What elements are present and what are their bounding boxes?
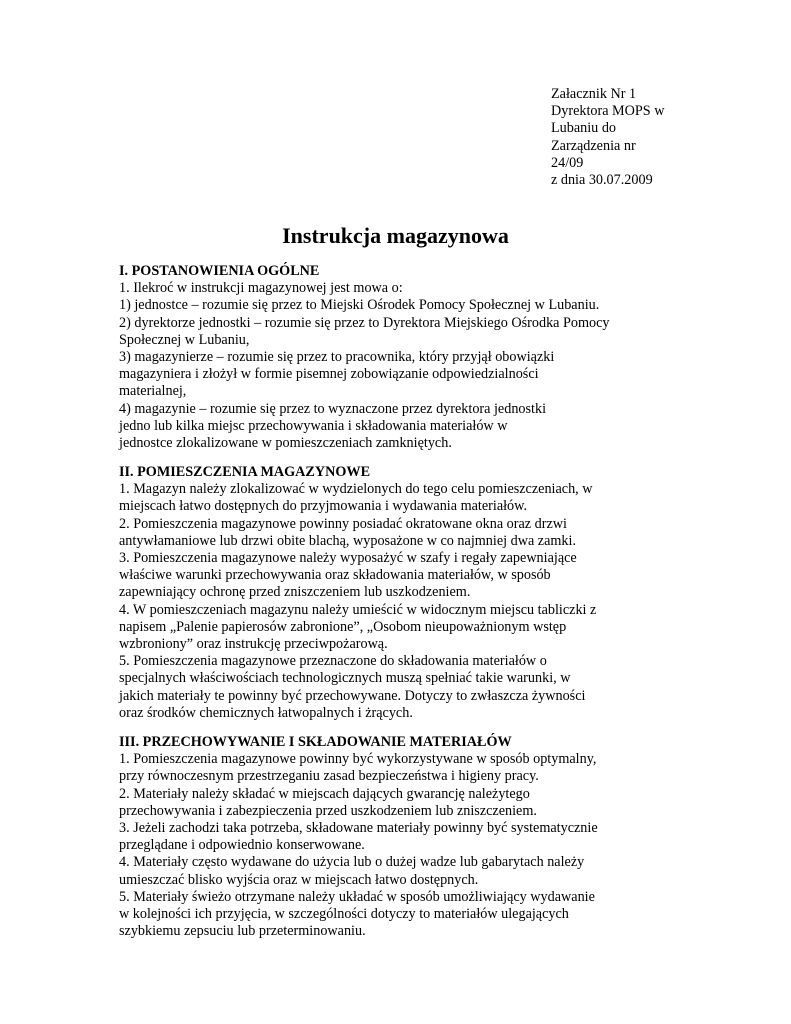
section-text-line: 4. W pomieszczeniach magazynu należy umieścić w widocznym miejscu tabliczki z — [119, 601, 597, 618]
section-text-line: 4) magazynie – rozumie się przez to wyznaczone przez dyrektora jednostki — [119, 400, 547, 417]
section-heading: II. POMIESZCZENIA MAGAZYNOWE — [119, 464, 371, 480]
section-text-line: właściwe warunki przechowywania oraz składowania materiałów, w sposób — [119, 567, 551, 584]
section-text-line: przy równoczesnym przestrzeganiu zasad bezpieczeństwa i higieny pracy. — [119, 768, 539, 785]
section-storage-and-warehousing — [119, 734, 679, 940]
section-text-line: jakich materiały te powinny być przechowywane. Dotyczy to zwłaszcza żywności — [119, 687, 586, 704]
section-text-line: 2) dyrektorze jednostki – rozumie się przez to Dyrektora Miejskiego Ośrodka Pomocy — [119, 314, 610, 331]
annex-line: z dnia 30.07.2009 — [551, 172, 653, 189]
section-text-line: w kolejności ich przyjęcia, w szczególności dotyczy to materiałów ulegających — [119, 906, 569, 923]
annex-line: Załacznik Nr 1 — [551, 86, 637, 102]
annex-line: Dyrektora MOPS w — [551, 103, 665, 120]
section-text-line: 5. Materiały świeżo otrzymane należy układać w sposób umożliwiający wydawanie — [119, 888, 595, 905]
annex-line: Zarządzenia nr — [551, 137, 636, 154]
section-text-line: Społecznej w Lubaniu, — [119, 331, 250, 348]
section-text-line: jedno lub kilka miejsc przechowywania i składowania materiałów w — [119, 417, 508, 434]
section-heading: III. PRZECHOWYWANIE I SKŁADOWANIE MATERIAŁÓW — [119, 734, 512, 750]
annex-line: Lubaniu do — [551, 120, 617, 137]
section-text-line: napisem „Palenie papierosów zabronione”, „Osobom nieupoważnionym wstęp — [119, 618, 567, 635]
section-text-line: przeglądane i odpowiednio konserwowane. — [119, 837, 365, 854]
section-text-line: umieszczać blisko wyjścia oraz w miejscach łatwo dostępnych. — [119, 871, 479, 888]
section-text-line: antywłamaniowe lub drzwi obite blachą, wyposażone w co najmniej dwa zamki. — [119, 532, 577, 549]
section-text-line: 3) magazynierze – rozumie się przez to pracownika, który przyjął obowiązki — [119, 349, 555, 366]
section-text-line: zapewniający ochronę przed zniszczeniem lub uszkodzeniem. — [119, 584, 471, 601]
section-text-line: wzbroniony” oraz instrukcję przeciwpożarową. — [119, 636, 388, 653]
section-text-line: 1. Ilekroć w instrukcji magazynowej jest mowa o: — [119, 280, 403, 297]
section-text-line: 2. Pomieszczenia magazynowe powinny posiadać okratowane okna oraz drzwi — [119, 515, 567, 532]
document-title: Instrukcja magazynowa — [282, 223, 509, 248]
annex-note — [551, 86, 691, 189]
section-text-line: oraz środków chemicznych łatwopalnych i żrących. — [119, 704, 413, 721]
section-heading: I. POSTANOWIENIA OGÓLNE — [119, 263, 320, 279]
section-text-line: miejscach łatwo dostępnych do przyjmowania i wydawania materiałów. — [119, 498, 528, 515]
section-text-line: 1) jednostce – rozumie się przez to Miejski Ośrodek Pomocy Społecznej w Lubaniu. — [119, 297, 600, 314]
section-text-line: specjalnych właściwościach technologicznych muszą spełniać takie warunki, w — [119, 670, 571, 687]
section-text-line: magazyniera i złożył w formie pisemnej zobowiązanie odpowiedzialności — [119, 366, 539, 383]
annex-line: 24/09 — [551, 154, 584, 171]
section-text-line: 1. Pomieszczenia magazynowe powinny być wykorzystywane w sposób optymalny, — [119, 751, 597, 768]
section-text-line: 1. Magazyn należy zlokalizować w wydzielonych do tego celu pomieszczeniach, w — [119, 481, 593, 498]
section-text-line: 3. Jeżeli zachodzi taka potrzeba, składowane materiały powinny być systematycznie — [119, 820, 598, 837]
section-text-line: przechowywania i zabezpieczenia przed uszkodzeniem lub zniszczeniem. — [119, 802, 537, 819]
section-text-line: 5. Pomieszczenia magazynowe przeznaczone do składowania materiałów o — [119, 653, 547, 670]
section-text-line: szybkiemu zepsuciu lub przeterminowaniu. — [119, 923, 366, 940]
section-general-provisions — [119, 263, 679, 452]
section-storage-rooms — [119, 464, 679, 722]
section-text-line: jednostce zlokalizowane w pomieszczeniach zamkniętych. — [119, 435, 452, 452]
section-text-line: 3. Pomieszczenia magazynowe należy wyposażyć w szafy i regały zapewniające — [119, 550, 577, 567]
section-text-line: 4. Materiały często wydawane do użycia lub o dużej wadze lub gabarytach należy — [119, 854, 585, 871]
section-text-line: 2. Materiały należy składać w miejscach dających gwarancję należytego — [119, 785, 530, 802]
section-text-line: materialnej, — [119, 383, 187, 400]
